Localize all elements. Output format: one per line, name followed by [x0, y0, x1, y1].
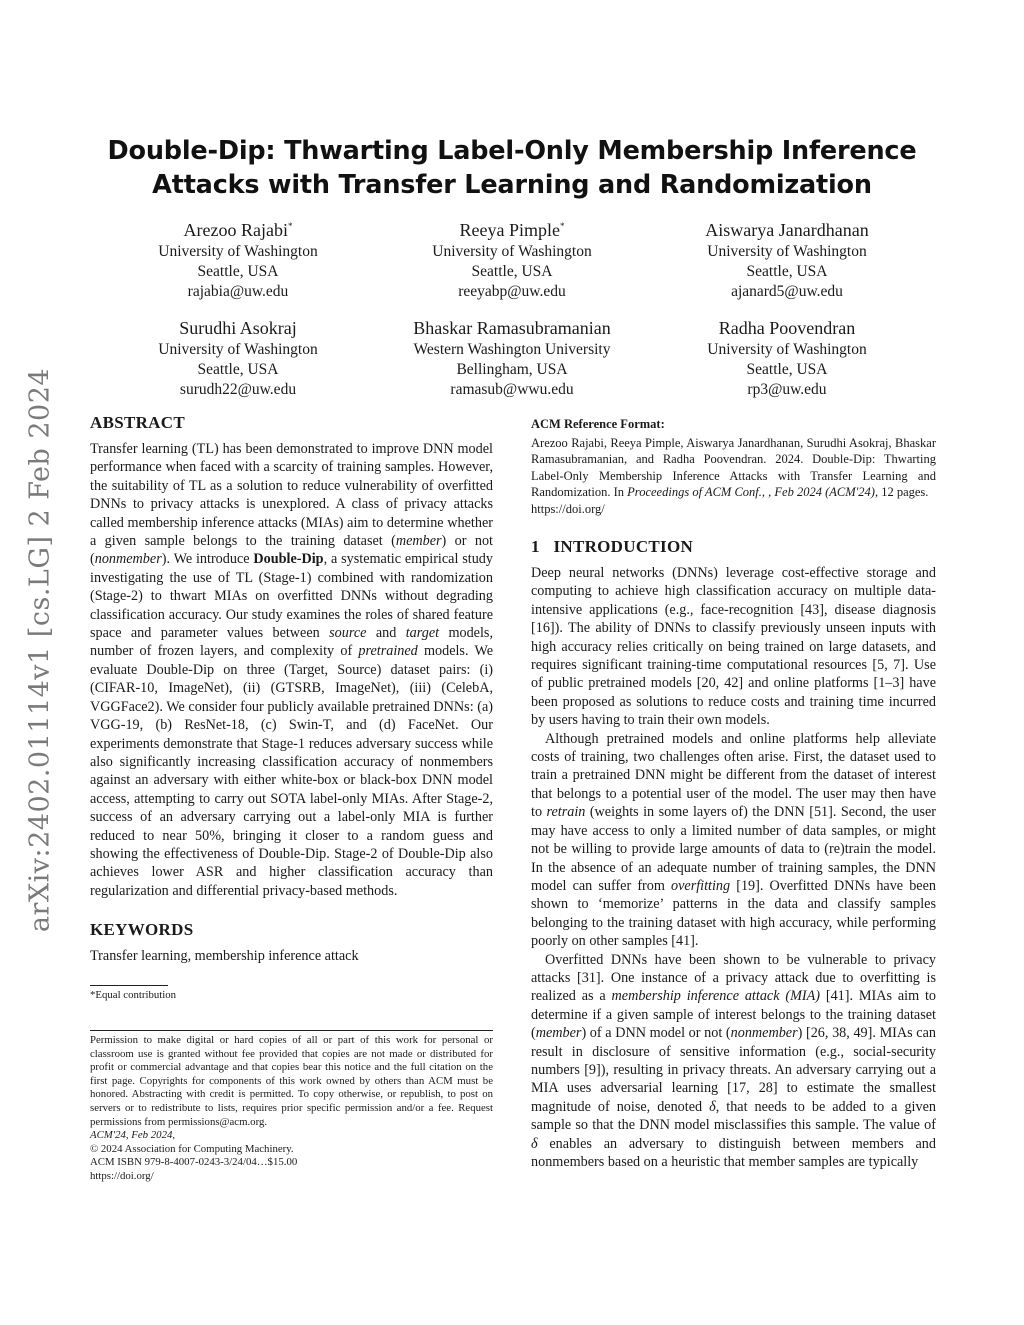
author-block — [88, 218, 388, 302]
author-block — [637, 316, 937, 400]
doi-link[interactable]: https://doi.org/ — [90, 1169, 154, 1182]
author-name: Radha Poovendran — [718, 318, 856, 338]
title-line-2: Attacks with Transfer Learning and Randomization — [152, 170, 872, 200]
footnote: *Equal contribution — [90, 989, 177, 1001]
acm-reference-heading: ACM Reference Format: — [531, 417, 665, 431]
author-name: Arezoo Rajabi* — [183, 220, 293, 240]
author-email[interactable]: rp3@uw.edu — [747, 381, 827, 398]
acm-reference — [531, 416, 936, 517]
author-affiliation: University of Washington — [707, 341, 867, 358]
acm-reference-doi[interactable]: https://doi.org/ — [531, 501, 605, 516]
author-email[interactable]: ajanard5@uw.edu — [731, 283, 843, 300]
author-name: Surudhi Asokraj — [179, 318, 297, 338]
intro-paragraph: Although pretrained models and online platforms help alleviate costs of training, two challenges often arise. First, the dataset used to train a pretrained DNN might be different from the dataset of interest that belongs to a potential user of the model. The user may then have to retrain (weights in some layers of) the DNN [51]. Second, the user may have access to only a limited number of data samples, or might not be willing to provide large amounts of data to (re)train the model. In the absence of an adequate number of training samples, the DNN model can suffer from overfitting [19]. Overfitted DNNs have been shown to ‘memorize’ patterns in the data and classify samples belonging to the training dataset with high accuracy, while performing poorly on other samples [41]. — [531, 730, 936, 950]
author-affiliation: University of Washington — [707, 243, 867, 260]
author-name: Reeya Pimple* — [459, 220, 565, 240]
venue-line: ACM'24, Feb 2024, — [90, 1129, 176, 1142]
author-location: Bellingham, USA — [456, 361, 568, 378]
copyright-line: © 2024 Association for Computing Machinery. — [90, 1142, 294, 1155]
author-affiliation: University of Washington — [158, 243, 318, 260]
introduction-heading: 1 INTRODUCTION — [531, 537, 694, 556]
keywords-text: Transfer learning, membership inference attack — [90, 948, 359, 965]
author-email[interactable]: rajabia@uw.edu — [187, 283, 289, 300]
intro-paragraph: Overfitted DNNs have been shown to be vulnerable to privacy attacks [31]. One instance of a privacy attack due to overfitting is realized as a membership inference attack (MIA) [41]. MIAs aim to determine if a given sample of interest belongs to the training dataset (member) of a DNN model or not (nonmember) [26, 38, 49]. MIAs can result in disclosure of sensitive information (e.g., social-security numbers [9]), resulting in privacy threats. An adversary carrying out a MIA uses adversarial learning [17, 28] to estimate the smallest magnitude of noise, denoted δ, that needs to be added to a given sample so that the DNN model misclassifies this sample. The value of δ enables an adversary to distinguish between members and nonmembers based on a heuristic that member samples are typically — [531, 951, 936, 1170]
author-location: Seattle, USA — [746, 361, 828, 378]
author-location: Seattle, USA — [197, 361, 279, 378]
title-line-1: Double-Dip: Thwarting Label-Only Membership Inference — [107, 136, 917, 166]
author-affiliation: University of Washington — [432, 243, 592, 260]
arxiv-identifier: arXiv:2402.01114v1 [cs.LG] 2 Feb 2024 — [24, 367, 56, 933]
author-block — [88, 316, 388, 400]
author-name: Aiswarya Janardhanan — [705, 220, 869, 240]
footnote-rule — [90, 985, 168, 986]
author-block — [362, 316, 662, 400]
abstract-heading: ABSTRACT — [90, 413, 185, 432]
author-email[interactable]: reeyabp@uw.edu — [458, 283, 566, 300]
intro-paragraph: Deep neural networks (DNNs) leverage cost-effective storage and computing to achieve high classification accuracy on multiple data-intensive applications (e.g., face-recognition [43], disease diagnosis [16]). The ability of DNNs to classify previously unseen inputs with high accuracy relies critically on being trained on large datasets, and requires significant training-time computational resources [5, 7]. Use of public pretrained models [20, 42] and online platforms [1–3] have been proposed as solutions to reduce costs and training time incurred by users having to train their own models. — [531, 565, 936, 729]
author-affiliation: Western Washington University — [413, 341, 611, 358]
permission-block — [90, 1034, 493, 1184]
author-block — [362, 218, 662, 302]
author-name: Bhaskar Ramasubramanian — [413, 318, 611, 338]
author-affiliation: University of Washington — [158, 341, 318, 358]
left-column — [90, 412, 493, 966]
permission-rule — [90, 1030, 493, 1031]
author-email[interactable]: surudh22@uw.edu — [179, 381, 297, 398]
author-location: Seattle, USA — [471, 263, 553, 280]
isbn-line: ACM ISBN 979-8-4007-0243-3/24/04…$15.00 — [90, 1156, 298, 1169]
arxiv-stamp — [10, 360, 70, 940]
paper-title — [90, 134, 934, 202]
keywords-heading: KEYWORDS — [90, 920, 194, 940]
abstract-text: Transfer learning (TL) has been demonstrated to improve DNN model performance when faced with a scarcity of training samples. However, the suitability of TL as a solution to reduce vulnerability of overfitted DNNs to privacy attacks is unexplored. A class of privacy attacks called membership inference attacks (MIAs) aim to determine whether a given sample belongs to the training dataset (member) or not (nonmember). We introduce Double-Dip, a systematic empirical study investigating the use of TL (Stage-1) combined with randomization (Stage-2) to thwart MIAs on overfitted DNNs without degrading classification accuracy. Our study examines the roles of shared feature space and parameter values between source and target models, number of frozen layers, and complexity of pretrained models. We evaluate Double-Dip on three (Target, Source) dataset pairs: (i) (CIFAR-10, ImageNet), (ii) (GTSRB, ImageNet), (iii) (CelebA, VGGFace2). We consider four publicly available pretrained DNNs: (a) VGG-19, (b) ResNet-18, (c) Swin-T, and (d) FaceNet. Our experiments demonstrate that Stage-1 reduces adversary success while also significantly increasing classification accuracy of nonmembers against an adversary with either white-box or black-box DNN model access, attempting to carry out SOTA label-only MIAs. After Stage-2, success of an adversary carrying out a label-only MIA is further reduced to near 50%, bringing it closer to a random guess and showing the effectiveness of Double-Dip. Stage-2 of Double-Dip also achieves lower ASR and higher classification accuracy than regularization and differential privacy-based methods. — [90, 441, 493, 899]
right-column — [531, 416, 936, 1171]
author-location: Seattle, USA — [746, 263, 828, 280]
author-block — [637, 218, 937, 302]
acm-reference-text: Arezoo Rajabi, Reeya Pimple, Aiswarya Janardhanan, Surudhi Asokraj, Bhaskar Ramasubramanian, and Radha Poovendran. 2024. Double-Dip: Thwarting Label-Only Membership Inference Attacks with Transfer Learning and Randomization. In Proceedings of ACM Conf., , Feb 2024 (ACM'24), 12 pages. — [531, 435, 936, 499]
permission-text: Permission to make digital or hard copies of all or part of this work for personal or classroom use is granted without fee provided that copies are not made or distributed for profit or commercial advantage and that copies bear this notice and the full citation on the first page. Copyrights for components of this work owned by others than ACM must be honored. Abstracting with credit is permitted. To copy otherwise, or republish, to post on servers or to redistribute to lists, requires prior specific permission and/or a fee. Request permissions from permissions@acm.org. — [90, 1034, 493, 1128]
author-location: Seattle, USA — [197, 263, 279, 280]
author-email[interactable]: ramasub@wwu.edu — [450, 381, 574, 398]
